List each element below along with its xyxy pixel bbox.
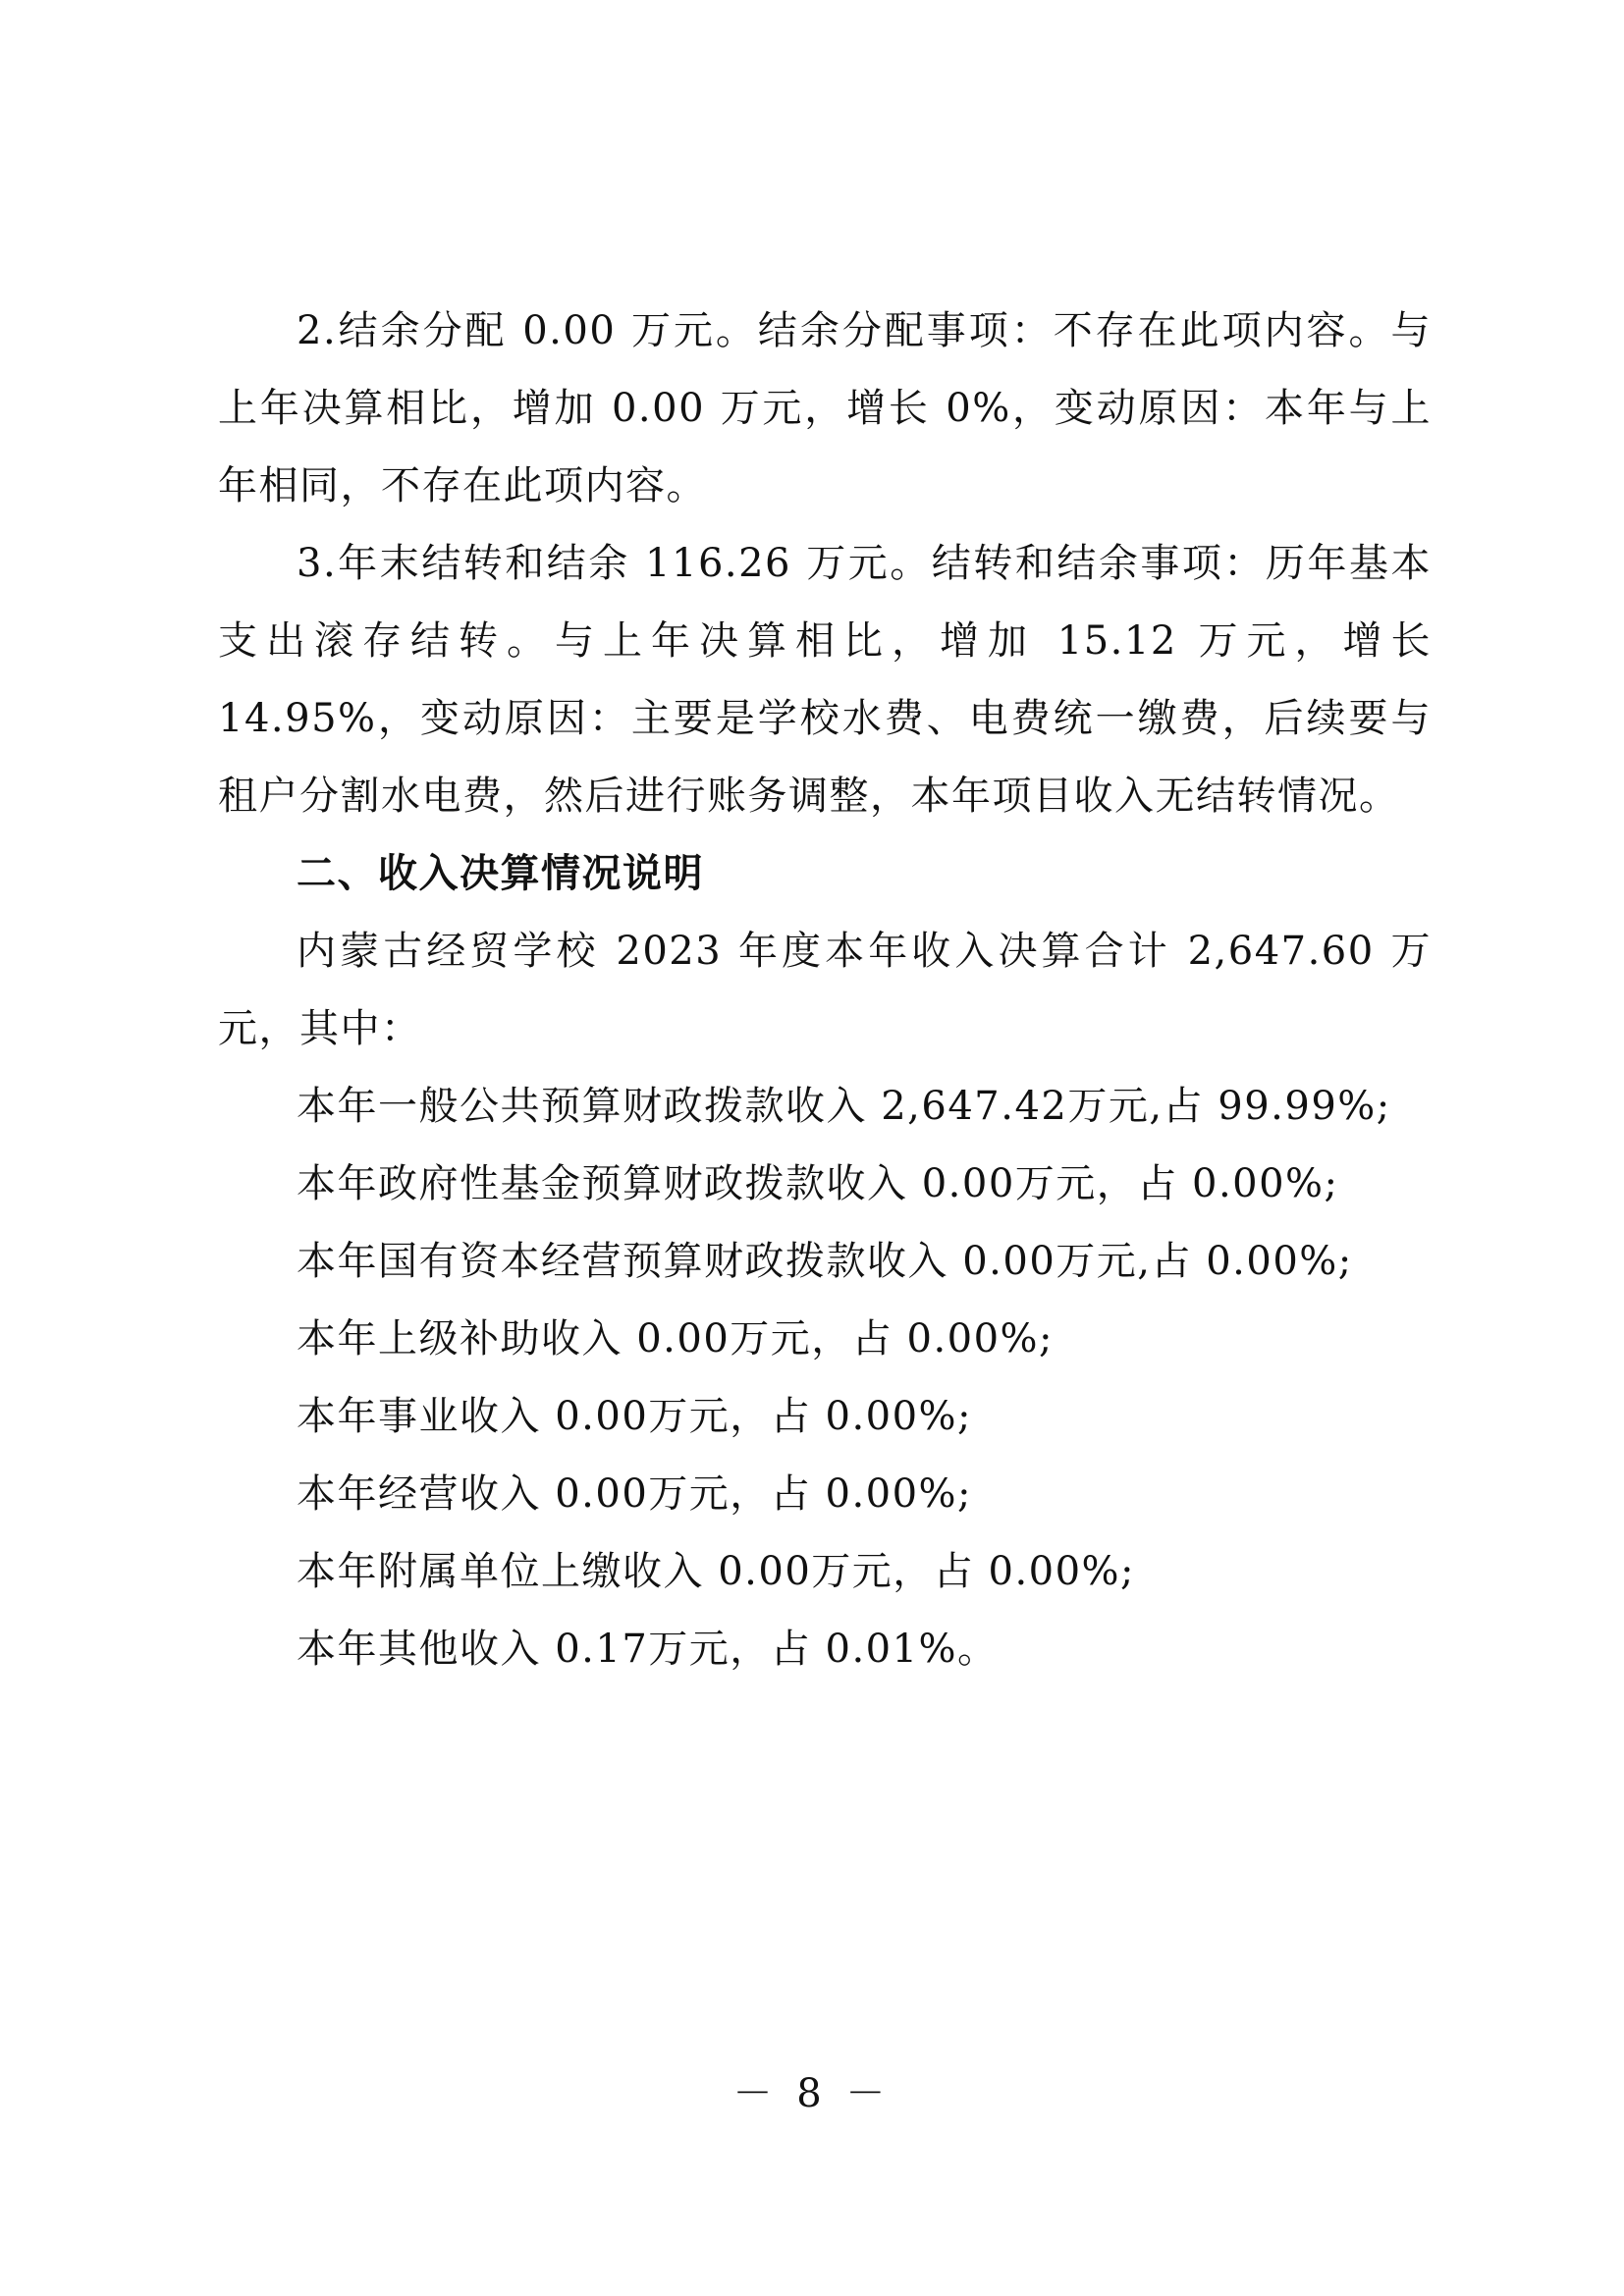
income-item-operation: 本年事业收入 0.00万元，占 0.00%; <box>297 1394 973 1439</box>
paragraph-income-intro: 内蒙古经贸学校 2023 年度本年收入决算合计 2,647.60 万元，其中： <box>218 929 1432 1051</box>
income-item-state-capital: 本年国有资本经营预算财政拨款收入 0.00万元,占 0.00%; <box>297 1239 1353 1284</box>
paragraph-year-end-carryover: 3.年末结转和结余 116.26 万元。结转和结余事项：历年基本支出滚存结转。与上年决算相比，增加 15.12 万元，增长 14.95%，变动原因：主要是学校水费、电费统一缴费，后续要与租户分割水电费，然后进行账务调整，本年项目收入无结转情况。 <box>218 541 1432 819</box>
income-item-affiliated-units: 本年附属单位上缴收入 0.00万元，占 0.00%; <box>297 1549 1136 1594</box>
document-body <box>218 293 1432 1688</box>
paragraph-surplus-distribution: 2.结余分配 0.00 万元。结余分配事项：不存在此项内容。与上年决算相比，增加 0.00 万元，增长 0%，变动原因：本年与上年相同，不存在此项内容。 <box>218 308 1432 508</box>
section-heading-income: 二、收入决算情况说明 <box>297 851 704 896</box>
page-number: － 8 － <box>732 2071 892 2116</box>
income-item-business: 本年经营收入 0.00万元，占 0.00%; <box>297 1471 973 1517</box>
income-item-general-budget: 本年一般公共预算财政拨款收入 2,647.42万元,占 99.99%; <box>297 1084 1391 1129</box>
income-item-superior-subsidy: 本年上级补助收入 0.00万元，占 0.00%; <box>297 1316 1055 1362</box>
income-item-government-fund: 本年政府性基金预算财政拨款收入 0.00万元，占 0.00%; <box>297 1161 1339 1206</box>
income-item-other: 本年其他收入 0.17万元，占 0.01%。 <box>297 1627 999 1672</box>
